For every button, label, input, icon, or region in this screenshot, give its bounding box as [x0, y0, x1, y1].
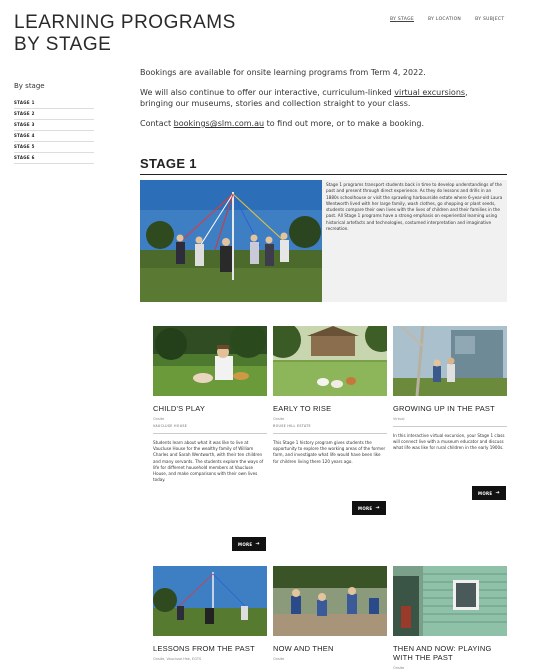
childs-play-image [153, 326, 267, 396]
bookings-email-link[interactable]: bookings@slm.com.au [173, 119, 265, 128]
sidebar-item-stage-4[interactable]: STAGE 4 [14, 131, 94, 142]
stage-heading: STAGE 1 [140, 156, 197, 171]
intro-bookings: Bookings are available for onsite learning programs from Term 4, 2022. [140, 68, 426, 77]
program-card[interactable] [393, 566, 507, 670]
program-card[interactable] [273, 566, 387, 661]
program-card[interactable] [393, 326, 507, 452]
sidebar-item-stage-3[interactable]: STAGE 3 [14, 120, 94, 131]
sidebar-item-stage-5[interactable]: STAGE 5 [14, 142, 94, 153]
intro-contact-text-2: to find out more, or to make a booking. [264, 119, 425, 128]
program-card[interactable] [273, 326, 387, 465]
card-description: In this interactive virtual excursion, your Stage 1 class will connect live with a museum educator and discuss what life was like for rural children in the early 1900s. [393, 433, 505, 451]
stage-feature [140, 180, 507, 302]
intro-virtual-text-2: , bringing our museums, stories and collection straight to your class. [140, 88, 468, 108]
card-title: EARLY TO RISE [273, 404, 332, 413]
sidebar-title: By stage [14, 82, 45, 90]
nav-by-stage[interactable]: BY STAGE [390, 17, 415, 22]
growing-up-more-button[interactable] [472, 486, 506, 500]
growing-up-image [393, 326, 507, 396]
card-divider [153, 433, 267, 434]
card-title: GROWING UP IN THE PAST [393, 404, 495, 413]
childs-play-more-button[interactable] [232, 537, 266, 551]
now-and-then-image [273, 566, 387, 636]
arrow-right-icon: ➔ [375, 504, 380, 511]
page-title-line1: LEARNING PROGRAMS [14, 12, 236, 33]
virtual-excursions-link[interactable]: virtual excursions [394, 88, 466, 97]
program-card[interactable] [153, 326, 267, 483]
nav-by-location[interactable]: BY LOCATION [428, 17, 462, 22]
card-tag: Onsite [273, 417, 285, 421]
intro [140, 67, 500, 138]
early-to-rise-image [273, 326, 387, 396]
more-label: MORE [238, 541, 253, 547]
lessons-from-the-past-image [153, 566, 267, 636]
card-description: This Stage 1 history program gives students the opportunity to explore the working areas of the former farm, and investigate what life would have been like for children living there 120 years ago. [273, 440, 386, 464]
more-label: MORE [358, 505, 373, 511]
card-tag: Onsite [273, 657, 285, 661]
maypole-dance-image [140, 180, 322, 302]
arrow-right-icon: ➔ [495, 489, 500, 496]
card-title: NOW AND THEN [273, 644, 334, 653]
stage-feature-text: Stage 1 programs transport students back in time to develop understandings of the past and present through direct experience. As they do lessons and drills in an 1880s schoolhouse or visit the sprawling harbourside estate where 6-year-old Laura Wentworth lived with her large family, wash clothes, go shopping or plant seeds, students compare their own lives with the lives of children and their families in the past. All Stage 1 programs have a strong emphasis on experiential learning using historical artefacts and technologies, costumed interpretation and imaginative recreation. [326, 182, 503, 232]
card-title: LESSONS FROM THE PAST [153, 644, 255, 653]
card-location: ROUSE HILL ESTATE [273, 424, 311, 428]
card-title: CHILD'S PLAY [153, 404, 206, 413]
more-label: MORE [478, 490, 493, 496]
sidebar-item-stage-2[interactable]: STAGE 2 [14, 109, 94, 120]
intro-virtual [140, 87, 500, 109]
nav-by-subject[interactable]: BY SUBJECT [475, 17, 505, 22]
top-nav [390, 17, 504, 22]
sidebar-item-stage-1[interactable]: STAGE 1 [14, 98, 94, 109]
sidebar [14, 82, 94, 164]
stage-divider [140, 174, 507, 175]
card-tag: Onsite [393, 666, 405, 670]
sidebar-item-stage-6[interactable]: STAGE 6 [14, 153, 94, 164]
card-divider [393, 426, 507, 427]
intro-virtual-text-1: We will also continue to offer our interactive, curriculum-linked [140, 88, 395, 97]
program-card[interactable] [153, 566, 267, 661]
arrow-right-icon: ➔ [255, 540, 260, 547]
card-location: VAUCLUSE HOUSE [153, 424, 188, 428]
card-divider [273, 433, 387, 434]
page-title-line2: BY STAGE [14, 34, 112, 55]
card-tag: Onsite [153, 417, 165, 421]
then-and-now-image [393, 566, 507, 636]
intro-contact [140, 118, 500, 129]
card-tag: Onsite, Vaucluse Hse, EGTS [153, 657, 202, 661]
card-tag: Virtual [393, 417, 405, 421]
page-title [14, 12, 254, 56]
intro-contact-text-1: Contact [140, 119, 174, 128]
early-to-rise-more-button[interactable] [352, 501, 386, 515]
card-title: THEN AND NOW: PLAYING WITH THE PAST [393, 644, 492, 662]
card-description: Students learn about what it was like to live at Vaucluse House for the wealthy family of William Charles and Sarah Wentworth, with their ten children and many servants. The students explore the ways of life for different household members at Vaucluse House, and make comparisons with their own lives today. [153, 440, 264, 483]
